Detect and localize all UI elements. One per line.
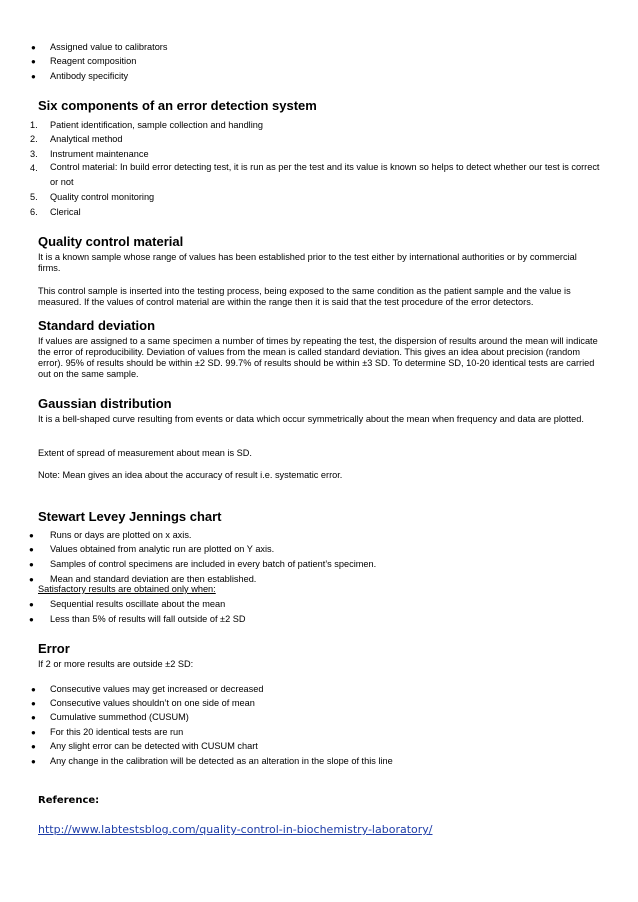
bullet-icon: ● — [29, 545, 34, 554]
list-item: Cumulative summethod (CUSUM) — [50, 712, 189, 722]
paragraph: This control sample is inserted into the testing process, being exposed to the same condition as the patient sample and the value is measured. If the values of control material are within the range then it is said that the test procedure of the error detectors. — [38, 286, 571, 307]
list-number: 3. — [30, 149, 38, 159]
list-item: Assigned value to calibrators — [50, 42, 168, 52]
list-item: Patient identification, sample collection and handling — [50, 120, 263, 130]
satisfactory-label: Satisfactory results are obtained only when: — [38, 584, 216, 594]
paragraph: If 2 or more results are outside ±2 SD: — [38, 659, 194, 669]
list-item: Less than 5% of results will fall outside of ±2 SD — [50, 614, 246, 624]
bullet-icon: ● — [31, 43, 36, 52]
bullet-icon: ● — [29, 600, 34, 609]
paragraph: It is a known sample whose range of values has been established prior to the test either by international authorities or by commercial firms. — [38, 252, 577, 273]
section-heading-quality-control-material: Quality control material — [38, 234, 184, 249]
list-number: 4. — [30, 163, 38, 173]
paragraph: If values are assigned to a same specimen a number of times by repeating the test, the dispersion of results around the mean will indicate the error of reproducibility. Deviation of values from the mean is called standard deviation. This gives an idea about precision (random error). 95% of results should be within ±2 SD. 99.7% of results should be within ±3 SD. To determine SD, 10-20 identical tests are carried out on the same sample. — [38, 336, 598, 379]
list-number: 1. — [30, 120, 38, 130]
section-heading-slj-chart: Stewart Levey Jennings chart — [38, 509, 222, 524]
list-item: Mean and standard deviation are then established. — [50, 574, 257, 584]
section-heading-six-components: Six components of an error detection system — [38, 98, 317, 113]
list-item: Reagent composition — [50, 56, 137, 66]
list-item: Any change in the calibration will be detected as an alteration in the slope of this line — [50, 756, 393, 766]
list-item: Consecutive values may get increased or decreased — [50, 684, 264, 694]
paragraph: It is a bell-shaped curve resulting from events or data which occur symmetrically about the mean when frequency and data are plotted. — [38, 414, 584, 424]
list-number: 2. — [30, 134, 38, 144]
bullet-icon: ● — [31, 57, 36, 66]
bullet-icon: ● — [31, 685, 36, 694]
bullet-icon: ● — [29, 575, 34, 584]
list-item: Samples of control specimens are included in every batch of patient’s specimen. — [50, 559, 377, 569]
list-item: Control material: In build error detecting test, it is run as per the test and its value is known so helps to detect whether our test is correct or not — [50, 162, 600, 187]
bullet-icon: ● — [29, 615, 34, 624]
list-item: Sequential results oscillate about the mean — [50, 599, 226, 609]
bullet-icon: ● — [31, 742, 36, 751]
bullet-icon: ● — [29, 560, 34, 569]
paragraph: Extent of spread of measurement about mean is SD. — [38, 448, 252, 458]
list-item: Quality control monitoring — [50, 192, 155, 202]
reference-label: Reference: — [38, 795, 100, 806]
list-item: Any slight error can be detected with CUSUM chart — [50, 741, 258, 751]
paragraph: Note: Mean gives an idea about the accuracy of result i.e. systematic error. — [38, 470, 343, 480]
list-item: Instrument maintenance — [50, 149, 149, 159]
list-item: For this 20 identical tests are run — [50, 727, 184, 737]
list-item: Clerical — [50, 207, 81, 217]
bullet-icon: ● — [31, 757, 36, 766]
list-item: Antibody specificity — [50, 71, 129, 81]
list-item: Consecutive values shouldn’t on one side of mean — [50, 698, 255, 708]
bullet-icon: ● — [31, 728, 36, 737]
bullet-icon: ● — [31, 72, 36, 81]
list-item: Values obtained from analytic run are plotted on Y axis. — [50, 544, 275, 554]
bullet-icon: ● — [29, 531, 34, 540]
reference-link[interactable]: http://www.labtestsblog.com/quality-control-in-biochemistry-laboratory/ — [38, 823, 433, 836]
section-heading-error: Error — [38, 641, 70, 656]
section-heading-gaussian-distribution: Gaussian distribution — [38, 396, 172, 411]
section-heading-standard-deviation: Standard deviation — [38, 318, 156, 333]
bullet-icon: ● — [31, 699, 36, 708]
list-number: 6. — [30, 207, 38, 217]
list-item: Runs or days are plotted on x axis. — [50, 530, 192, 540]
list-item: Analytical method — [50, 134, 123, 144]
list-number: 5. — [30, 192, 38, 202]
bullet-icon: ● — [31, 713, 36, 722]
